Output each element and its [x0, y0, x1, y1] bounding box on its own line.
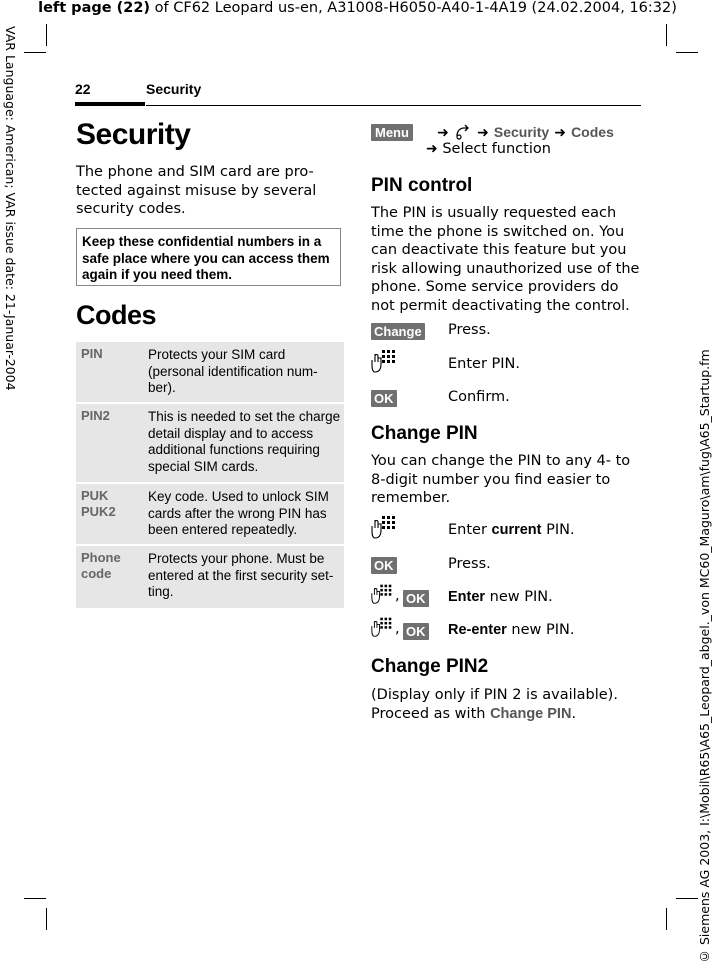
- crop-mark: [24, 52, 46, 53]
- desc-line: entered at the first security set-: [148, 567, 334, 583]
- text-line: tected against misuse by several: [76, 182, 317, 199]
- crop-mark: [666, 24, 667, 46]
- step-text: Enter PIN.: [448, 356, 521, 372]
- document-info: of CF62 Leopard us-en, A31008-H6050-A40-1-4A19 (24.02.2004, 16:32): [150, 0, 677, 16]
- code-row-pin: [76, 342, 344, 402]
- term-line: PUK: [81, 488, 109, 503]
- text-line: remember.: [371, 490, 451, 506]
- change-pin2-paragraph: [371, 686, 618, 723]
- desc-line: ber).: [148, 380, 176, 395]
- code-row-pin2: [76, 404, 344, 482]
- term-line: PUK2: [81, 504, 116, 519]
- desc-line: special SIM cards.: [148, 458, 259, 474]
- step-text: Press.: [448, 322, 491, 338]
- text-line: 8-digit number you find easier to: [371, 471, 611, 488]
- code-description: [148, 347, 342, 397]
- document-header: [0, 0, 715, 16]
- desc-line: additional functions requiring: [148, 442, 320, 457]
- menu-softkey: Menu: [371, 124, 413, 141]
- var-language-note: VAR Language: American; VAR issue date: 21-Januar-2004: [3, 26, 18, 391]
- ok-softkey: OK: [371, 557, 397, 574]
- header-bar: [75, 102, 145, 106]
- menu-item-security: Security: [493, 124, 550, 140]
- crop-mark: [46, 24, 47, 46]
- text-fragment: Proceed as with: [371, 705, 491, 722]
- desc-line: This is needed to set the charge: [148, 409, 341, 424]
- bold-fragment: Enter: [448, 589, 486, 605]
- menu-item-codes: Codes: [571, 124, 614, 140]
- desc-line: ting.: [148, 584, 174, 599]
- text-line: The phone and SIM card are pro-: [76, 164, 314, 180]
- text-line: (Display only if PIN 2 is available).: [371, 687, 618, 703]
- code-term: [81, 550, 145, 582]
- ok-softkey: OK: [403, 623, 429, 640]
- crop-mark: [676, 898, 698, 899]
- keypad-icon: [371, 348, 397, 374]
- crop-mark: [666, 908, 667, 930]
- step-text: Press.: [448, 556, 491, 572]
- term-line: PIN: [81, 346, 103, 361]
- page-number: 22: [75, 81, 91, 97]
- bold-fragment: Re-enter: [448, 622, 507, 638]
- text-fragment: Enter: [448, 522, 492, 538]
- header-rule: [146, 105, 641, 106]
- text-line: risk allowing unauthorized use of the: [371, 260, 640, 277]
- text-fragment: new PIN.: [506, 622, 575, 638]
- desc-line: detail display and to access: [148, 425, 314, 441]
- arrow-icon: ➜: [426, 141, 438, 157]
- desc-line: Key code. Used to unlock SIM: [148, 489, 329, 504]
- arrow-icon: ➜: [437, 125, 449, 141]
- keypad-icon: [371, 616, 393, 638]
- desc-line: been entered repeatedly.: [148, 522, 298, 537]
- change-pin2-heading: Change PIN2: [371, 656, 489, 677]
- text-line: Keep these confidential numbers in a: [82, 234, 322, 249]
- crop-mark: [46, 908, 47, 930]
- text-fragment: new PIN.: [485, 589, 553, 605]
- copyright-path-note: © Siemens AG 2003, I:\Mobil\R65\A65_Leopard_abgel._von MC60_Maguro\am\fug\A65_Startup.fm: [697, 349, 712, 964]
- text-line: safe place where you can access them: [82, 250, 330, 266]
- notice-box: [76, 228, 341, 286]
- left-page-label: left page (22): [38, 0, 151, 16]
- text-line: The PIN is usually requested each: [371, 205, 617, 221]
- text-line: time the phone is switched on. You: [371, 223, 625, 240]
- change-pin-paragraph: [371, 452, 630, 508]
- crop-mark: [676, 52, 698, 53]
- keypad-icon: [371, 514, 397, 540]
- code-row-phone-code: [76, 546, 344, 608]
- term-line: Phone: [81, 550, 121, 565]
- intro-paragraph: [76, 163, 316, 219]
- code-term: [81, 408, 145, 424]
- code-description: [148, 489, 342, 539]
- code-term: [81, 488, 145, 520]
- step-text: [448, 589, 553, 605]
- code-row-puk: [76, 484, 344, 544]
- code-description: [148, 551, 342, 601]
- pin-control-heading: PIN control: [371, 175, 473, 196]
- change-pin-heading: Change PIN: [371, 423, 478, 444]
- code-term: [81, 346, 145, 362]
- ok-softkey: OK: [371, 390, 397, 407]
- pin-control-paragraph: [371, 204, 639, 315]
- term-line: code: [81, 566, 112, 581]
- term-line: PIN2: [81, 408, 110, 423]
- keypad-icon: [371, 583, 393, 605]
- text-fragment: PIN.: [541, 522, 575, 538]
- running-title: Security: [146, 81, 202, 97]
- step-text: [448, 622, 575, 638]
- arrow-icon: ➜: [477, 125, 489, 141]
- text-line: again if you need them.: [82, 267, 233, 282]
- arrow-icon: ➜: [554, 125, 566, 141]
- text-line: security codes.: [76, 201, 186, 217]
- desc-line: Protects your SIM card: [148, 347, 286, 362]
- comma: ,: [395, 588, 400, 604]
- change-softkey: Change: [371, 323, 425, 340]
- page-title: Security: [76, 118, 191, 151]
- select-function-text: Select function: [442, 141, 551, 157]
- crop-mark: [24, 898, 46, 899]
- desc-line: Protects your phone. Must be: [148, 551, 325, 566]
- text-line: phone. Some service providers do: [371, 279, 619, 295]
- security-menu-icon: [454, 123, 472, 141]
- ok-softkey: OK: [403, 590, 429, 607]
- text-line: You can change the PIN to any 4- to: [371, 453, 631, 469]
- menu-path: [371, 122, 614, 141]
- select-function-line: [426, 141, 551, 157]
- desc-line: cards after the wrong PIN has: [148, 505, 327, 521]
- step-text: [448, 522, 575, 538]
- bold-fragment: current: [491, 522, 542, 538]
- text-line: not permit deactivating the control.: [371, 297, 630, 314]
- comma: ,: [395, 621, 400, 637]
- change-pin-reference: Change PIN: [490, 705, 572, 722]
- step-text: Confirm.: [448, 389, 510, 405]
- text-line: [371, 705, 618, 724]
- text-fragment: .: [571, 705, 577, 722]
- codes-heading: Codes: [76, 300, 157, 330]
- code-description: [148, 409, 342, 475]
- text-line: can deactivate this feature but you: [371, 242, 627, 258]
- desc-line: (personal identification num-: [148, 363, 318, 379]
